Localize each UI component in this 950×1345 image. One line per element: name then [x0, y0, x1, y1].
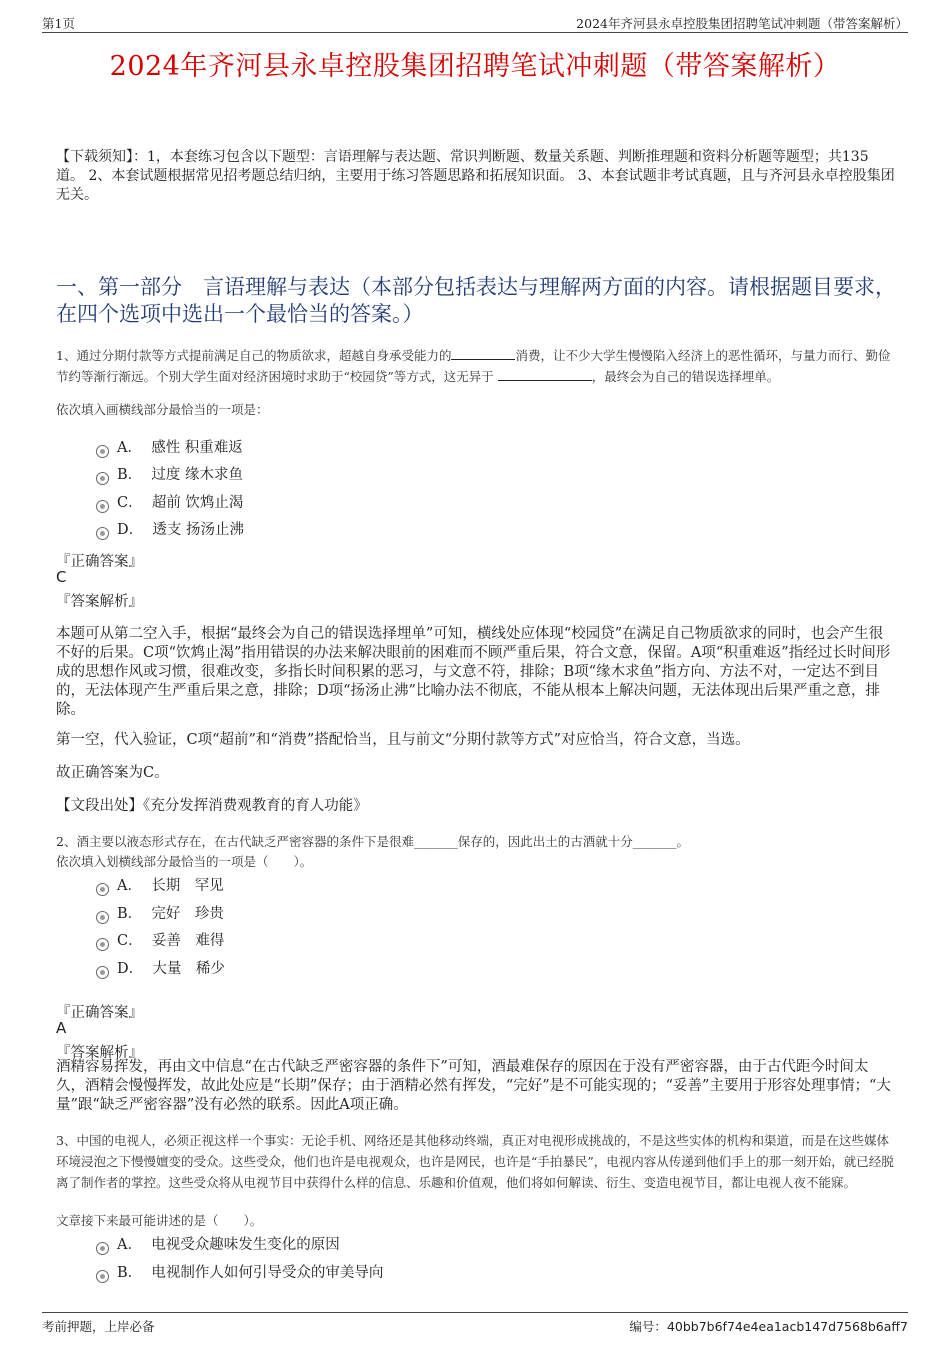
q1-option-a[interactable] [96, 436, 243, 458]
q1-option-c-text: 超前 饮鸩止渴 [151, 495, 244, 511]
q1-analysis-paragraph-1: 本题可从第二空入手，根据“最终会为自己的错误选择埋单”可知，横线处应体现“校园贷”在满足自己物质欲求的同时，也会产生很不好的后果。C项“饮鸩止渴”指用错误的办法来解决眼前的困难而不顾严重后果，符合文意，保留。A项“积重难返”指经过长时间形成的思想作风或习惯，很难改变，多指长时间积累的恶习，与文意不符，排除；B项“缘木求鱼”指方向、方法不对，一定达不到目的，无法体现产生严重后果之意，排除；D项“扬汤止沸”比喻办法不彻底，不能从根本上解决问题，无法体现出后果严重之意，排除。 [56, 626, 891, 718]
radio-icon[interactable] [96, 883, 109, 896]
q2-option-d-text: 大量 稀少 [152, 961, 225, 977]
q1-option-b-text: 过度 缘木求鱼 [151, 467, 243, 483]
radio-icon[interactable] [96, 472, 109, 485]
q1-analysis-label: 『答案解析』 [56, 594, 143, 610]
q1-analysis-paragraph-2: 第一空，代入验证，C项“超前”和“消费”搭配恰当，且与前文“分期付款等方式”对应恰当，符合文意，当选。 [56, 732, 750, 748]
download-notice: 【下载须知】：1，本套练习包含以下题型：言语理解与表达题、常识判断题、数量关系题、判断推理题和资料分析题等题型；共135道。 2、本套试题根据常见招考题总结归纳，主要用于练习答题思路和拓展知识面。 3、本套试题非考试真题，且与齐河县永卓控股集团无关。 [56, 149, 895, 203]
question-1-stem [56, 345, 901, 387]
q2-option-c-text: 妥善 难得 [151, 933, 225, 949]
q1-correct-answer-label: 『正确答案』 [56, 554, 143, 570]
radio-icon[interactable] [96, 938, 109, 951]
radio-icon[interactable] [96, 1242, 109, 1255]
q2-option-a-text: 长期 罕见 [151, 878, 224, 894]
footer-code-label: 编号： [629, 1319, 667, 1334]
header-doc-title: 2024年齐河县永卓控股集团招聘笔试冲刺题（带答案解析） [576, 16, 908, 31]
q1-option-b[interactable] [96, 463, 243, 485]
page-footer [42, 1312, 908, 1335]
section-heading: 一、第一部分 言语理解与表达（本部分包括表达与理解两方面的内容。请根据题目要求，在四个选项中选出一个最恰当的答案。） [56, 275, 896, 326]
q2-prompt: 依次填入划横线部分最恰当的一项是（ ）。 [56, 854, 313, 869]
radio-icon[interactable] [96, 1270, 109, 1283]
q2-analysis-paragraph: 酒精容易挥发，再由文中信息“在古代缺乏严密容器的条件下”可知，酒最难保存的原因在于没有严密容器，由于古代距今时间太久，酒精会慢慢挥发，故此处应是“长期”保存；由于酒精必然有挥发，“完好”是不可能实现的；“妥善”主要用于形容处理事情；“大量”跟“缺乏严密容器”没有必然的联系。因此A项正确。 [56, 1059, 891, 1113]
q2-option-d-key: D． [117, 961, 144, 977]
q1-prompt: 依次填入画横线部分最恰当的一项是： [56, 402, 269, 417]
radio-icon[interactable] [96, 500, 109, 513]
q3-option-b-key: B． [117, 1265, 143, 1281]
q1-option-d-text: 透支 扬汤止沸 [152, 522, 244, 538]
q1-source: 【文段出处】《充分发挥消费观教育的育人功能》 [56, 798, 368, 814]
q3-option-b[interactable] [96, 1261, 383, 1283]
q1-option-d-key: D． [117, 522, 144, 538]
q1-stem-part-b: 消费，让不少大学生慢慢陷入经济上的恶性循环，与量力而行、勤俭节约等渐行渐远。个别大学生面对经济困境时求助于“校园贷”等方式，这无异于 [56, 348, 891, 384]
question-3-stem: 3、中国的电视人，必须正视这样一个事实：无论手机、网络还是其他移动终端，真正对电视形成挑战的，不是这些实体的机构和渠道，而是在这些媒体环境浸泡之下慢慢嬗变的受众。这些受众，他们也许是电视观众，也许是网民，也许是“手拍暴民”，电视内容从传递到他们手上的那一刻开始，就已经脱离了制作者的掌控。这些受众将从电视节目中获得什么样的信息、乐趣和价值观，他们将如何解读、衍生、变造电视节目，都让电视人夜不能寐。 [56, 1133, 894, 1190]
q1-stem-part-a: 1、通过分期付款等方式提前满足自己的物质欲求，超越自身承受能力的 [56, 348, 452, 363]
radio-icon[interactable] [96, 445, 109, 458]
q3-option-a[interactable] [96, 1233, 340, 1255]
q3-option-b-text: 电视制作人如何引导受众的审美导向 [151, 1265, 384, 1281]
q1-option-c-key: C． [117, 495, 143, 511]
q2-correct-answer-label: 『正确答案』 [56, 1005, 143, 1021]
q2-option-b-text: 完好 珍贵 [151, 906, 224, 922]
q2-option-c[interactable] [96, 929, 224, 951]
q1-answer: C [56, 568, 67, 586]
footer-slogan: 考前押题，上岸必备 [42, 1319, 155, 1334]
q1-option-b-key: B． [117, 467, 143, 483]
q1-option-a-text: 感性 积重难返 [151, 440, 243, 456]
radio-icon[interactable] [96, 527, 109, 540]
q2-answer: A [56, 1019, 67, 1037]
q1-blank-2 [498, 367, 592, 381]
q2-option-a[interactable] [96, 874, 224, 896]
q1-option-d[interactable] [96, 518, 244, 540]
footer-code [629, 1317, 908, 1335]
page-header [42, 12, 908, 33]
q1-analysis-paragraph-3: 故正确答案为C。 [56, 765, 169, 781]
document-title: 2024年齐河县永卓控股集团招聘笔试冲刺题（带答案解析） [109, 51, 841, 82]
q2-analysis-label: 『答案解析』 [56, 1045, 143, 1061]
q1-stem-part-c: ，最终会为自己的错误选择埋单。 [591, 369, 780, 384]
q2-option-b-key: B． [117, 906, 143, 922]
question-2-stem: 2、酒主要以液态形式存在，在古代缺乏严密容器的条件下是很难_______保存的，因此出土的古酒就十分_______。 [56, 834, 689, 849]
q1-blank-1 [451, 346, 515, 360]
q2-option-b[interactable] [96, 902, 224, 924]
q3-option-a-text: 电视受众趣味发生变化的原因 [151, 1237, 340, 1253]
radio-icon[interactable] [96, 911, 109, 924]
q1-option-a-key: A． [117, 440, 142, 456]
q2-option-a-key: A． [117, 878, 142, 894]
radio-icon[interactable] [96, 966, 109, 979]
footer-code-value: 40bb7b6f74e4ea1acb147d7568b6aff7 [666, 1319, 908, 1334]
q3-prompt: 文章接下来最可能讲述的是（ ）。 [56, 1213, 263, 1228]
q2-option-d[interactable] [96, 957, 225, 979]
q2-option-c-key: C． [117, 933, 143, 949]
q3-option-a-key: A． [117, 1237, 142, 1253]
page-number: 第1页 [42, 16, 75, 31]
q1-option-c[interactable] [96, 491, 243, 513]
